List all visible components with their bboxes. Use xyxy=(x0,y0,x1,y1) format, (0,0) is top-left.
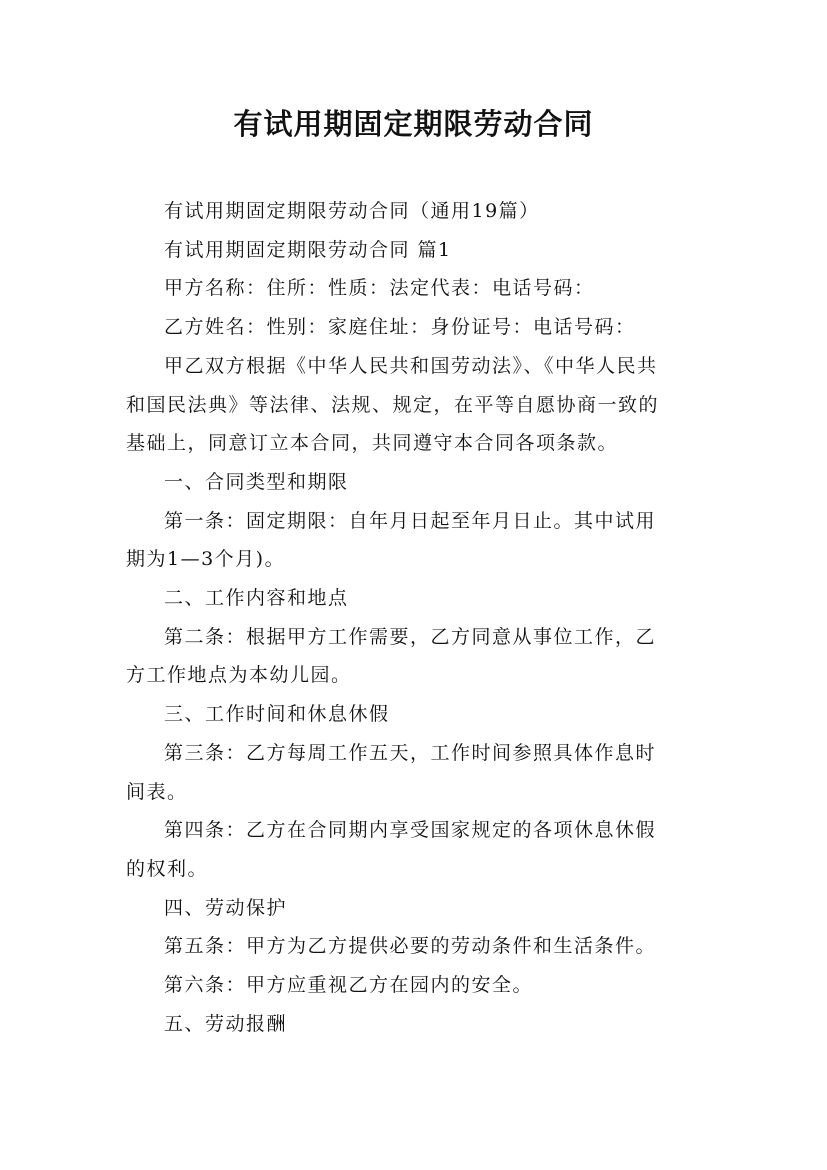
paragraph-line: 第二条：根据甲方工作需要，乙方同意从事位工作，乙 xyxy=(164,625,657,648)
document-body xyxy=(126,192,726,1043)
paragraph-line: 甲乙双方根据《中华人民共和国劳动法》、《中华人民共 xyxy=(164,354,658,377)
paragraph-line: 三、工作时间和休息休假 xyxy=(164,703,390,726)
paragraph-line: 和国民法典》等法律、法规、规定，在平等自愿协商一致的 xyxy=(126,393,660,416)
paragraph-line: 二、工作内容和地点 xyxy=(164,587,349,610)
paragraph xyxy=(126,889,726,928)
paragraph xyxy=(126,966,726,1005)
paragraph-line: 方工作地点为本幼儿园。 xyxy=(126,664,352,687)
paragraph xyxy=(126,269,726,308)
paragraph xyxy=(126,579,726,618)
paragraph xyxy=(126,811,726,888)
paragraph-line: 第四条：乙方在合同期内享受国家规定的各项休息休假 xyxy=(164,819,657,842)
paragraph-line: 的权利。 xyxy=(126,857,209,880)
paragraph xyxy=(126,1005,726,1044)
paragraph xyxy=(126,192,726,231)
paragraph-line: 第六条：甲方应重视乙方在园内的安全。 xyxy=(164,974,534,997)
paragraph xyxy=(126,734,726,811)
paragraph-line: 乙方姓名：性别：家庭住址：身份证号：电话号码： xyxy=(164,316,636,339)
paragraph xyxy=(126,347,726,463)
paragraph xyxy=(126,502,726,579)
paragraph xyxy=(126,308,726,347)
paragraph-line: 间表。 xyxy=(126,780,188,803)
paragraph-line: 第一条：固定期限：自年月日起至年月日止。其中试用 xyxy=(164,509,657,532)
paragraph-line: 有试用期固定期限劳动合同 篇1 xyxy=(164,238,452,261)
paragraph-line: 一、合同类型和期限 xyxy=(164,470,349,493)
paragraph-line: 五、劳动报酬 xyxy=(164,1012,288,1035)
paragraph xyxy=(126,695,726,734)
paragraph-line: 期为1—3个月)。 xyxy=(126,548,286,571)
paragraph-line: 有试用期固定期限劳动合同（通用19篇） xyxy=(164,200,540,222)
paragraph-line: 四、劳动保护 xyxy=(164,896,288,919)
document-title: 有试用期固定期限劳动合同 xyxy=(233,107,594,141)
paragraph xyxy=(126,463,726,502)
paragraph xyxy=(126,231,726,270)
paragraph xyxy=(126,618,726,695)
paragraph-line: 甲方名称：住所：性质：法定代表：电话号码： xyxy=(164,277,595,300)
paragraph-line: 第五条：甲方为乙方提供必要的劳动条件和生活条件。 xyxy=(164,935,657,958)
paragraph xyxy=(126,927,726,966)
paragraph-line: 第三条：乙方每周工作五天，工作时间参照具体作息时 xyxy=(164,741,657,764)
paragraph-line: 基础上，同意订立本合同，共同遵守本合同各项条款。 xyxy=(126,432,619,455)
